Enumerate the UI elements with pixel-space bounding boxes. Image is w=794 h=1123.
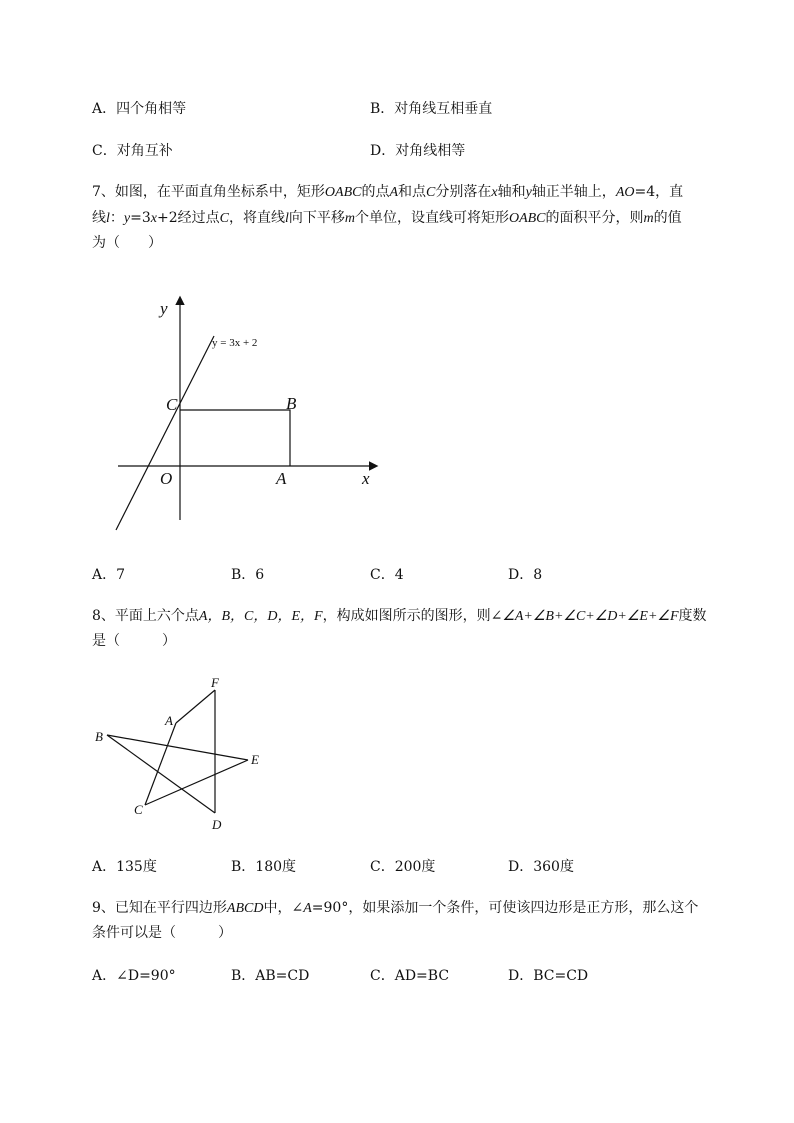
label-y: y (160, 299, 168, 318)
q7-option-d[interactable]: D．8 (508, 567, 543, 583)
label-o: O (160, 469, 173, 488)
label-c: C (166, 395, 178, 414)
q7-option-a[interactable]: A．7 (92, 567, 126, 583)
label-b: B (95, 729, 103, 744)
q7-option-c[interactable]: C．4 (370, 567, 404, 583)
line-label: y = 3x + 2 (212, 337, 258, 349)
q9-stem-line1: 9、已知在平行四边形ABCD中，∠A=90°，如果添加一个条件，可使该四边形是正方形，那么这个 (92, 900, 699, 916)
segment-bd (107, 735, 215, 813)
label-b: B (286, 394, 297, 413)
q8-option-c[interactable]: C．200度 (370, 859, 436, 875)
q6-option-a[interactable]: A．四个角相等 (92, 101, 187, 117)
q9-option-d[interactable]: D．BC=CD (508, 968, 589, 984)
label-c: C (134, 802, 143, 817)
q8-stem-line2: 是（ ） (92, 633, 176, 649)
segment-ac (145, 723, 176, 805)
q7-stem-line1: 7、如图，在平面直角坐标系中，矩形OABC的点A和点C分别落在x轴和y轴正半轴上，AO=4，直 (92, 184, 684, 200)
rectangle-oabc (180, 410, 290, 466)
q6-option-d[interactable]: D．对角线相等 (370, 143, 466, 159)
segment-eb (107, 735, 248, 760)
label-x: x (362, 469, 370, 488)
q8-option-a[interactable]: A．135度 (92, 859, 157, 875)
q7-option-b[interactable]: B．6 (231, 567, 265, 583)
label-f: F (211, 675, 219, 690)
label-a: A (165, 713, 173, 728)
label-a: A (276, 469, 287, 488)
segment-af (176, 690, 215, 723)
q7-stem-line3: 为（ ） (92, 235, 162, 251)
q9-option-c[interactable]: C．AD=BC (370, 968, 450, 984)
q8-option-b[interactable]: B．180度 (231, 859, 297, 875)
q9-stem-line2: 条件可以是（ ） (92, 925, 232, 941)
segment-ce (145, 760, 248, 805)
line-l (116, 336, 214, 530)
q7-stem-line2: 线l：y=3x+2经过点C，将直线l向下平移m个单位，设直线可将矩形OABC的面积平分，则m的值 (92, 210, 682, 226)
q9-option-a[interactable]: A．∠D=90° (92, 968, 176, 984)
q8-figure (90, 670, 280, 840)
q6-option-b[interactable]: B．对角线互相垂直 (370, 101, 493, 117)
label-d: D (212, 817, 222, 832)
q8-stem-line1: 8、平面上六个点A，B，C，D，E，F，构成如图所示的图形，则∠∠A+∠B+∠C+∠D+∠E+∠F度数 (92, 608, 707, 624)
q6-option-c[interactable]: C．对角互补 (92, 143, 173, 159)
q9-option-b[interactable]: B．AB=CD (231, 968, 310, 984)
q8-option-d[interactable]: D．360度 (508, 859, 574, 875)
label-e: E (251, 752, 259, 767)
q7-figure (100, 290, 390, 535)
